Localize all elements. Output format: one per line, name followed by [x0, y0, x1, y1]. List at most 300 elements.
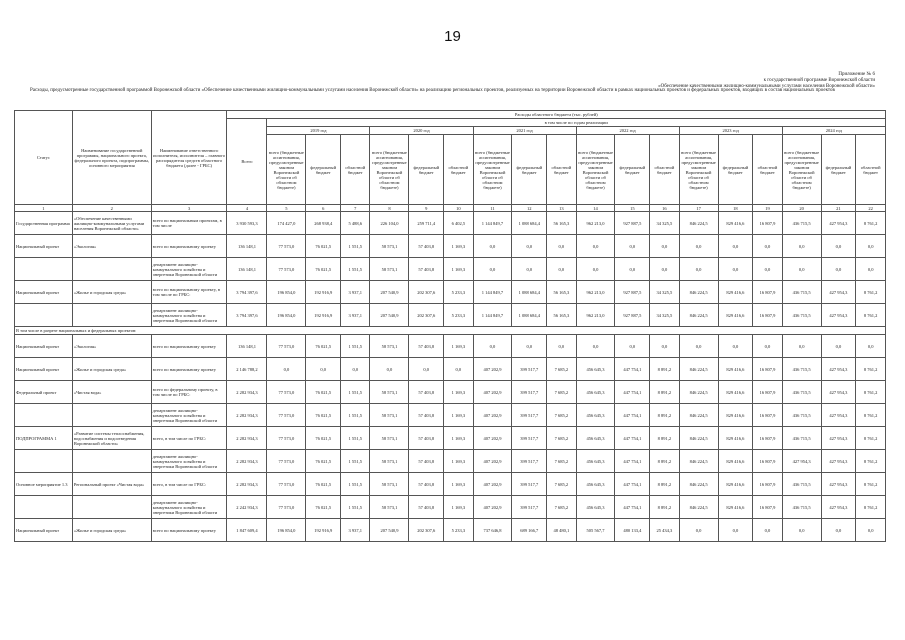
row-value: 77 573,0: [267, 404, 306, 427]
row-value: 0,0: [821, 235, 856, 258]
column-number: 8: [370, 205, 409, 212]
row-value: 1 169,3: [444, 496, 473, 519]
row-value: 1 169,3: [444, 427, 473, 450]
row-value: 16 807,9: [753, 358, 782, 381]
row-value: 7 685,2: [547, 473, 576, 496]
row-value: 58 573,1: [370, 335, 409, 358]
row-value: 1 088 684,4: [512, 212, 547, 235]
row-value: 3 937,1: [341, 519, 370, 542]
row-value: 0,0: [856, 235, 886, 258]
row-grbs: всего по национальному проекту: [151, 235, 227, 258]
row-value: 5 488,6: [341, 212, 370, 235]
header-name: Наименование государственной программы, национального проекта, федерального проекта, подпрограммы, основного мероприятия: [72, 111, 151, 205]
row-value: 8 761,2: [856, 381, 886, 404]
row-value: 58 573,1: [370, 473, 409, 496]
row-value: 57 403,8: [409, 496, 444, 519]
row-value: 2 282 934,3: [227, 473, 267, 496]
row-value: 57 403,8: [409, 381, 444, 404]
row-value: 0,0: [370, 358, 409, 381]
column-number: 7: [341, 205, 370, 212]
column-number: 14: [576, 205, 615, 212]
row-grbs: департамент жилищно-коммунального хозяйства и энергетики Воронежской области: [151, 404, 227, 427]
row-value: 829 416,6: [718, 304, 753, 327]
row-value: 76 021,5: [306, 258, 341, 281]
row-value: 1 144 849,7: [473, 281, 512, 304]
row-value: 16 807,9: [753, 281, 782, 304]
row-value: 427 954,3: [821, 496, 856, 519]
row-value: 1 169,3: [444, 404, 473, 427]
row-value: 0,0: [718, 519, 753, 542]
row-value: 436 715,5: [782, 304, 821, 327]
row-value: 0,0: [576, 258, 615, 281]
row-value: 34 325,5: [650, 304, 679, 327]
row-value: 0,0: [782, 258, 821, 281]
row-value: 846 224,5: [679, 473, 718, 496]
subheader-regional: областной бюджет: [856, 135, 886, 205]
table-row: [15, 519, 886, 542]
column-number: 1: [15, 205, 73, 212]
column-number: 9: [409, 205, 444, 212]
year-header: 2023 год: [679, 127, 782, 135]
row-value: 427 954,3: [821, 281, 856, 304]
year-header: 2022 год: [576, 127, 679, 135]
row-value: 0,0: [615, 258, 650, 281]
row-value: 447 754,1: [615, 473, 650, 496]
row-grbs: всего, в том числе по ГРБС:: [151, 473, 227, 496]
row-value: 57 403,8: [409, 335, 444, 358]
row-value: 427 954,3: [821, 450, 856, 473]
row-value: 6 402,5: [444, 212, 473, 235]
row-value: 226 104,0: [370, 212, 409, 235]
row-value: 846 224,5: [679, 281, 718, 304]
row-value: 407 202,9: [473, 496, 512, 519]
row-value: 16 807,9: [753, 304, 782, 327]
row-value: 427 954,3: [782, 450, 821, 473]
row-value: 2 146 788,2: [227, 358, 267, 381]
row-value: 207 540,9: [370, 519, 409, 542]
row-value: 76 021,5: [306, 335, 341, 358]
row-value: 829 416,6: [718, 404, 753, 427]
row-value: 829 416,6: [718, 381, 753, 404]
row-value: 447 754,1: [615, 381, 650, 404]
row-value: 399 517,7: [512, 450, 547, 473]
row-value: 174 427,0: [267, 212, 306, 235]
row-value: 399 517,7: [512, 473, 547, 496]
row-value: 0,0: [856, 519, 886, 542]
row-value: 16 807,9: [753, 450, 782, 473]
row-value: 0,0: [547, 335, 576, 358]
row-value: 7 685,2: [547, 496, 576, 519]
row-value: 2 282 934,3: [227, 427, 267, 450]
section-note: В том числе в разрезе национальных и федеральных проектов:: [15, 327, 886, 335]
row-value: 427 954,3: [821, 427, 856, 450]
row-value: 436 715,5: [782, 427, 821, 450]
row-name: «Жилье и городская среда»: [72, 281, 151, 304]
row-status: Государственная программа: [15, 212, 73, 235]
row-value: 202 307,6: [409, 304, 444, 327]
row-value: 77 573,0: [267, 450, 306, 473]
row-value: 196 854,0: [267, 304, 306, 327]
row-value: 846 224,5: [679, 358, 718, 381]
row-value: 456 645,3: [576, 450, 615, 473]
row-value: 58 573,1: [370, 496, 409, 519]
row-name: [72, 496, 151, 519]
row-value: 268 938,4: [306, 212, 341, 235]
row-value: 8 891,2: [650, 496, 679, 519]
row-value: 0,0: [718, 235, 753, 258]
row-value: 25 434,3: [650, 519, 679, 542]
row-value: 447 754,1: [615, 427, 650, 450]
row-value: 76 021,5: [306, 235, 341, 258]
row-value: 407 202,9: [473, 450, 512, 473]
header-budget: Расходы областного бюджета (тыс. рублей): [227, 111, 886, 119]
table-row: [15, 304, 886, 327]
row-name: «Развитие системы теплоснабжения, водоснабжения и водоотведения Воронежской области»: [72, 427, 151, 450]
document-header: Расходы, предусмотренные государственной программой Воронежской области «Обеспечение качественными жилищно-коммунальными услугами населения Воронежской области» на реализацию региональных проектов, реализуемых на территории Воронежской области в рамках национальных проектов и федеральных проектов, входящих в состав национальных проектов: [30, 88, 835, 93]
row-value: 57 403,8: [409, 473, 444, 496]
row-value: 76 021,5: [306, 473, 341, 496]
row-value: 1 551,5: [341, 496, 370, 519]
row-value: 136 148,1: [227, 235, 267, 258]
row-value: 436 715,5: [782, 212, 821, 235]
row-value: 846 224,5: [679, 381, 718, 404]
column-number: 11: [473, 205, 512, 212]
row-value: 58 573,1: [370, 381, 409, 404]
row-value: 0,0: [512, 258, 547, 281]
subheader-federal: федеральный бюджет: [615, 135, 650, 205]
row-value: 0,0: [409, 358, 444, 381]
subheader-total: всего (бюджетные ассигнования, предусмотренные законом Воронежской области об областном бюджете): [679, 135, 718, 205]
row-value: 202 307,6: [409, 519, 444, 542]
row-name: «Жилье и городская среда»: [72, 358, 151, 381]
row-value: 927 887,5: [615, 281, 650, 304]
row-value: 196 854,0: [267, 519, 306, 542]
header-grbs: Наименование ответственного исполнителя, исполнителя – главного распорядителя средств областного бюджета (далее - ГРБС): [151, 111, 227, 205]
row-value: 0,0: [473, 258, 512, 281]
row-value: 3 794 397,6: [227, 281, 267, 304]
row-value: 436 715,5: [782, 358, 821, 381]
row-value: 136 148,1: [227, 335, 267, 358]
row-value: 0,0: [444, 358, 473, 381]
subheader-regional: областной бюджет: [753, 135, 782, 205]
row-value: 962 213,0: [576, 304, 615, 327]
table-row: [15, 427, 886, 450]
row-grbs: всего по национальным проектам, в том числе: [151, 212, 227, 235]
table-row: [15, 381, 886, 404]
row-value: 8 891,2: [650, 450, 679, 473]
row-value: 1 551,5: [341, 473, 370, 496]
row-value: 829 416,6: [718, 212, 753, 235]
row-name: [72, 258, 151, 281]
row-value: 0,0: [615, 235, 650, 258]
row-status: Основное мероприятие 1.3: [15, 473, 73, 496]
row-value: 57 403,8: [409, 404, 444, 427]
row-value: 689 166,7: [512, 519, 547, 542]
row-value: 76 021,5: [306, 496, 341, 519]
row-value: 77 573,0: [267, 258, 306, 281]
row-status: [15, 404, 73, 427]
row-value: 7 685,2: [547, 404, 576, 427]
row-value: 0,0: [679, 519, 718, 542]
row-value: 16 807,9: [753, 473, 782, 496]
row-value: 57 403,8: [409, 427, 444, 450]
row-value: 846 224,5: [679, 496, 718, 519]
row-value: 407 202,9: [473, 427, 512, 450]
row-value: 58 573,1: [370, 450, 409, 473]
row-value: 1 847 609,4: [227, 519, 267, 542]
row-value: 48 480,1: [547, 519, 576, 542]
appendix-line-1: Приложение № 6: [838, 72, 875, 77]
row-value: 2 242 934,3: [227, 496, 267, 519]
row-value: 77 573,0: [267, 496, 306, 519]
row-value: 58 573,1: [370, 235, 409, 258]
row-value: 8 761,2: [856, 496, 886, 519]
table-row: [15, 212, 886, 235]
row-value: 829 416,6: [718, 496, 753, 519]
row-value: 0,0: [679, 258, 718, 281]
row-value: 8 761,2: [856, 358, 886, 381]
row-name: [72, 450, 151, 473]
row-value: 962 213,0: [576, 212, 615, 235]
subheader-federal: федеральный бюджет: [718, 135, 753, 205]
row-value: 2 282 934,3: [227, 450, 267, 473]
row-value: 1 144 849,7: [473, 212, 512, 235]
row-value: 427 954,3: [821, 381, 856, 404]
row-value: 927 887,5: [615, 304, 650, 327]
row-value: 846 224,5: [679, 427, 718, 450]
row-value: 399 517,7: [512, 381, 547, 404]
row-status: [15, 450, 73, 473]
row-value: 407 202,9: [473, 473, 512, 496]
row-value: 399 517,7: [512, 358, 547, 381]
row-value: 3 930 593,3: [227, 212, 267, 235]
row-grbs: всего по федеральному проекту, в том числе по ГРБС:: [151, 381, 227, 404]
row-value: 58 573,1: [370, 427, 409, 450]
row-value: 456 645,3: [576, 404, 615, 427]
row-value: 456 645,3: [576, 381, 615, 404]
row-value: 0,0: [856, 335, 886, 358]
row-value: 0,0: [679, 335, 718, 358]
row-status: Национальный проект: [15, 335, 73, 358]
row-value: 0,0: [821, 335, 856, 358]
row-value: 0,0: [547, 235, 576, 258]
row-value: 196 854,0: [267, 281, 306, 304]
row-value: 202 307,6: [409, 281, 444, 304]
header-total: Всего: [227, 119, 267, 205]
row-value: 8 891,2: [650, 404, 679, 427]
row-value: 427 954,3: [821, 304, 856, 327]
row-value: 16 807,9: [753, 496, 782, 519]
row-value: 0,0: [821, 258, 856, 281]
row-value: 0,0: [341, 358, 370, 381]
row-value: 0,0: [650, 335, 679, 358]
row-value: 1 169,3: [444, 335, 473, 358]
column-number: 15: [615, 205, 650, 212]
year-header: 2024 год: [782, 127, 885, 135]
header-by-years: в том числе по годам реализации: [267, 119, 886, 127]
row-value: 456 645,3: [576, 496, 615, 519]
table-row: [15, 404, 886, 427]
row-value: 436 715,5: [782, 473, 821, 496]
row-status: Национальный проект: [15, 281, 73, 304]
row-value: 192 916,9: [306, 304, 341, 327]
row-value: 1 169,3: [444, 235, 473, 258]
row-value: 436 715,5: [782, 281, 821, 304]
row-value: 77 573,0: [267, 235, 306, 258]
page-number: 19: [444, 28, 461, 45]
row-value: 16 807,9: [753, 427, 782, 450]
subheader-regional: областной бюджет: [444, 135, 473, 205]
row-value: 1 551,5: [341, 381, 370, 404]
row-value: 76 021,5: [306, 427, 341, 450]
appendix-line-2: к государственной программе Воронежской области: [763, 78, 875, 83]
row-value: 8 761,2: [856, 281, 886, 304]
row-value: 7 685,2: [547, 450, 576, 473]
column-number: 2: [72, 205, 151, 212]
row-value: 0,0: [267, 358, 306, 381]
row-value: 0,0: [718, 335, 753, 358]
row-value: 34 325,5: [650, 212, 679, 235]
row-value: 1 169,3: [444, 258, 473, 281]
row-value: 0,0: [782, 519, 821, 542]
column-number: 17: [679, 205, 718, 212]
row-value: 0,0: [650, 235, 679, 258]
row-value: 447 754,1: [615, 358, 650, 381]
row-value: 927 887,5: [615, 212, 650, 235]
row-name: [72, 404, 151, 427]
row-value: 0,0: [306, 358, 341, 381]
row-value: 76 021,5: [306, 381, 341, 404]
row-value: 0,0: [753, 335, 782, 358]
row-value: 8 761,2: [856, 404, 886, 427]
row-value: 829 416,6: [718, 281, 753, 304]
row-value: 0,0: [576, 235, 615, 258]
row-value: 0,0: [718, 258, 753, 281]
column-number: 19: [753, 205, 782, 212]
row-value: 0,0: [512, 335, 547, 358]
column-number: 18: [718, 205, 753, 212]
year-header: 2021 год: [473, 127, 576, 135]
row-value: 192 916,9: [306, 519, 341, 542]
row-value: 16 807,9: [753, 381, 782, 404]
row-value: 8 761,2: [856, 473, 886, 496]
row-value: 5 233,3: [444, 281, 473, 304]
row-value: 436 715,5: [782, 381, 821, 404]
subheader-total: всего (бюджетные ассигнования, предусмотренные законом Воронежской области об областном бюджете): [267, 135, 306, 205]
row-value: 399 517,7: [512, 496, 547, 519]
row-status: Национальный проект: [15, 358, 73, 381]
row-value: 829 416,6: [718, 427, 753, 450]
column-number: 3: [151, 205, 227, 212]
row-value: 1 551,5: [341, 427, 370, 450]
row-value: 829 416,6: [718, 358, 753, 381]
row-value: 0,0: [473, 235, 512, 258]
row-value: 207 540,9: [370, 304, 409, 327]
row-value: 8 761,2: [856, 450, 886, 473]
subheader-total: всего (бюджетные ассигнования, предусмотренные законом Воронежской области об областном бюджете): [370, 135, 409, 205]
row-grbs: департамент жилищно-коммунального хозяйства и энергетики Воронежской области: [151, 496, 227, 519]
row-value: 56 165,3: [547, 212, 576, 235]
subheader-total: всего (бюджетные ассигнования, предусмотренные законом Воронежской области об областном бюджете): [576, 135, 615, 205]
subheader-federal: федеральный бюджет: [409, 135, 444, 205]
row-value: 1 169,3: [444, 381, 473, 404]
row-value: 436 715,5: [782, 404, 821, 427]
row-grbs: всего по национальному проекту: [151, 519, 227, 542]
row-value: 0,0: [473, 335, 512, 358]
row-value: 77 573,0: [267, 381, 306, 404]
row-value: 34 325,5: [650, 281, 679, 304]
column-number: 6: [306, 205, 341, 212]
row-value: 1 551,5: [341, 258, 370, 281]
row-value: 57 403,8: [409, 450, 444, 473]
row-value: 456 645,3: [576, 427, 615, 450]
subheader-federal: федеральный бюджет: [306, 135, 341, 205]
row-grbs: всего по национальному проекту, в том числе по ГРБС:: [151, 281, 227, 304]
row-value: 57 403,8: [409, 235, 444, 258]
row-value: 58 573,1: [370, 404, 409, 427]
row-status: Национальный проект: [15, 519, 73, 542]
row-value: 447 754,1: [615, 496, 650, 519]
row-value: 1 551,5: [341, 450, 370, 473]
row-value: 0,0: [753, 519, 782, 542]
row-value: 407 202,9: [473, 404, 512, 427]
column-number: 22: [856, 205, 886, 212]
row-value: 56 165,3: [547, 281, 576, 304]
subheader-total: всего (бюджетные ассигнования, предусмотренные законом Воронежской области об областном бюджете): [782, 135, 821, 205]
row-value: 0,0: [753, 258, 782, 281]
row-value: 829 416,6: [718, 450, 753, 473]
row-value: 8 761,2: [856, 304, 886, 327]
row-name: Региональный проект «Чистая вода»: [72, 473, 151, 496]
row-value: 8 891,2: [650, 381, 679, 404]
row-name: «Обеспечение качественными жилищно-коммунальными услугами населения Воронежской области»: [72, 212, 151, 235]
table-row: [15, 358, 886, 381]
subheader-federal: федеральный бюджет: [821, 135, 856, 205]
row-value: 207 540,9: [370, 281, 409, 304]
row-value: 846 224,5: [679, 404, 718, 427]
row-value: 1 551,5: [341, 404, 370, 427]
row-value: 456 645,3: [576, 358, 615, 381]
row-value: 399 517,7: [512, 427, 547, 450]
row-value: 58 573,1: [370, 258, 409, 281]
row-value: 259 711,4: [409, 212, 444, 235]
row-value: 0,0: [576, 335, 615, 358]
column-number: 4: [227, 205, 267, 212]
row-grbs: всего, в том числе по ГРБС:: [151, 427, 227, 450]
row-value: 1 551,5: [341, 335, 370, 358]
row-name: «Чистая вода»: [72, 381, 151, 404]
row-value: 57 403,8: [409, 258, 444, 281]
row-value: 192 916,9: [306, 281, 341, 304]
row-status: ПОДПРОГРАММА 1: [15, 427, 73, 450]
table-row: [15, 496, 886, 519]
header-status: Статус: [15, 111, 73, 205]
row-grbs: департамент жилищно-коммунального хозяйства и энергетики Воронежской области: [151, 258, 227, 281]
row-value: 0,0: [512, 235, 547, 258]
row-value: 3 794 397,6: [227, 304, 267, 327]
row-value: 8 761,2: [856, 427, 886, 450]
row-status: [15, 496, 73, 519]
expenses-table: [14, 110, 886, 542]
row-value: 16 807,9: [753, 404, 782, 427]
table-row: [15, 450, 886, 473]
subheader-regional: областной бюджет: [341, 135, 370, 205]
row-value: 447 754,1: [615, 404, 650, 427]
row-name: «Жилье и городская среда»: [72, 519, 151, 542]
row-status: [15, 258, 73, 281]
column-number: 20: [782, 205, 821, 212]
column-number: 10: [444, 205, 473, 212]
